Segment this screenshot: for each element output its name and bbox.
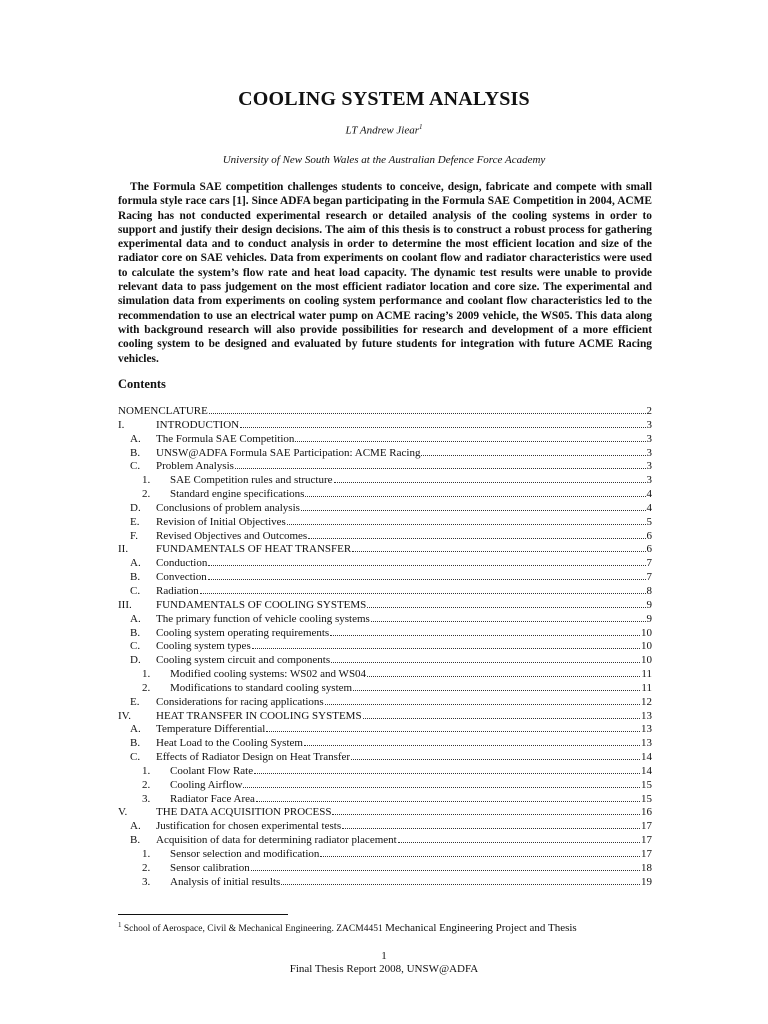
- toc-dot-leader: [243, 787, 640, 788]
- toc-entry-page: 5: [646, 515, 652, 528]
- toc-dot-leader: [330, 635, 640, 636]
- toc-dot-leader: [251, 870, 640, 871]
- toc-entry-number: A.: [130, 612, 141, 625]
- toc-entry[interactable]: [118, 820, 652, 834]
- footnote-rule: [118, 914, 288, 915]
- toc-entry-number: B.: [130, 446, 141, 459]
- toc-entry-number: C.: [130, 640, 141, 653]
- author-footnote-mark: 1: [419, 123, 423, 131]
- toc-entry-page: 13: [641, 737, 652, 750]
- toc-entry[interactable]: [118, 571, 652, 585]
- toc-entry[interactable]: [118, 419, 652, 433]
- toc-entry-page: 13: [641, 723, 652, 736]
- toc-entry[interactable]: [118, 834, 652, 848]
- contents-heading: Contents: [118, 377, 166, 391]
- toc-entry-page: 14: [641, 764, 652, 777]
- toc-entry-number: E.: [130, 515, 140, 528]
- toc-entry-page: 8: [646, 584, 652, 597]
- toc-entry-label: Analysis of initial results: [170, 875, 281, 888]
- toc-entry-page: 7: [646, 571, 652, 584]
- toc-dot-leader: [209, 413, 646, 414]
- toc-entry[interactable]: [118, 447, 652, 461]
- toc-entry[interactable]: [118, 876, 652, 890]
- toc-entry-number: A.: [130, 723, 141, 736]
- toc-dot-leader: [351, 759, 640, 760]
- toc-dot-leader: [254, 773, 640, 774]
- toc-dot-leader: [235, 468, 646, 469]
- toc-entry-label: Coolant Flow Rate: [170, 764, 254, 777]
- toc-entry-page: 9: [646, 598, 652, 611]
- toc-entry-label: FUNDAMENTALS OF COOLING SYSTEMS: [156, 598, 367, 611]
- toc-entry-page: 6: [646, 543, 652, 556]
- toc-entry[interactable]: [118, 779, 652, 793]
- toc-entry-label: Modified cooling systems: WS02 and WS04: [170, 668, 367, 681]
- toc-entry-number: D.: [130, 654, 141, 667]
- toc-entry-page: 6: [646, 529, 652, 542]
- toc-entry[interactable]: [118, 488, 652, 502]
- toc-entry[interactable]: [118, 682, 652, 696]
- toc-entry[interactable]: [118, 557, 652, 571]
- toc-entry[interactable]: [118, 599, 652, 613]
- toc-entry-page: 2: [646, 405, 652, 417]
- toc-entry-number: C.: [130, 584, 141, 597]
- toc-entry-number: 1.: [142, 474, 151, 487]
- toc-entry-label: Modifications to standard cooling system: [170, 681, 353, 694]
- toc-entry[interactable]: [118, 862, 652, 876]
- toc-dot-leader: [308, 538, 645, 539]
- affiliation: University of New South Wales at the Australian Defence Force Academy: [222, 154, 546, 166]
- toc-entry-page: 14: [641, 751, 652, 764]
- toc-dot-leader: [332, 814, 640, 815]
- toc-entry-label: Cooling system types: [156, 640, 251, 653]
- toc-entry-page: 15: [641, 778, 652, 791]
- toc-entry-number: C.: [130, 751, 141, 764]
- toc-entry-number: 2.: [142, 861, 151, 874]
- footnote-text: School of Aerospace, Civil & Mechanical Engineering. ZACM4451: [123, 924, 383, 935]
- toc-dot-leader: [353, 690, 640, 691]
- table-of-contents: [118, 405, 652, 890]
- toc-dot-leader: [371, 621, 646, 622]
- toc-entry-page: 13: [641, 709, 652, 722]
- toc-entry-label: Conclusions of problem analysis: [156, 501, 300, 514]
- toc-entry-page: 9: [646, 612, 652, 625]
- toc-entry-page: 7: [646, 557, 652, 570]
- toc-entry-page: 17: [641, 834, 652, 847]
- toc-entry-number: 2.: [142, 488, 151, 501]
- toc-entry[interactable]: [118, 723, 652, 737]
- toc-entry[interactable]: [118, 613, 652, 627]
- page-number: 1: [381, 950, 387, 962]
- toc-entry[interactable]: [118, 502, 652, 516]
- toc-entry[interactable]: [118, 848, 652, 862]
- toc-entry-label: Conduction: [156, 557, 208, 570]
- footnote: [118, 921, 577, 934]
- toc-dot-leader: [240, 427, 645, 428]
- toc-entry-label: Sensor selection and modification: [170, 848, 320, 860]
- toc-dot-leader: [334, 482, 646, 483]
- toc-entry-label: Radiator Face Area: [170, 792, 255, 805]
- toc-entry-number: D.: [130, 501, 141, 514]
- toc-entry[interactable]: [118, 433, 652, 447]
- toc-entry-page: 11: [641, 668, 652, 681]
- toc-dot-leader: [295, 441, 645, 442]
- toc-entry-page: 15: [641, 792, 652, 805]
- toc-dot-leader: [331, 662, 640, 663]
- toc-entry-page: 16: [641, 806, 652, 819]
- toc-entry-label: The primary function of vehicle cooling systems: [156, 612, 370, 625]
- toc-entry-label: Effects of Radiator Design on Heat Transfer: [156, 751, 351, 764]
- toc-entry[interactable]: [118, 696, 652, 710]
- page-footer: Final Thesis Report 2008, UNSW@ADFA: [289, 963, 479, 975]
- toc-entry-page: 4: [646, 501, 652, 514]
- toc-dot-leader: [252, 648, 640, 649]
- toc-entry-label: Temperature Differential: [156, 723, 266, 736]
- toc-dot-leader: [367, 607, 645, 608]
- toc-entry-label: Considerations for racing applications: [156, 695, 324, 708]
- toc-dot-leader: [367, 676, 640, 677]
- toc-entry-number: II.: [118, 543, 129, 556]
- toc-entry[interactable]: [118, 710, 652, 724]
- toc-entry-page: 3: [646, 432, 652, 445]
- toc-entry-number: B.: [130, 834, 141, 847]
- toc-entry[interactable]: [118, 806, 652, 820]
- toc-entry-label: Heat Load to the Cooling System: [156, 737, 303, 750]
- toc-entry[interactable]: [118, 668, 652, 682]
- toc-dot-leader: [266, 731, 640, 732]
- toc-entry-label: HEAT TRANSFER IN COOLING SYSTEMS: [156, 709, 362, 722]
- toc-dot-leader: [398, 842, 640, 843]
- toc-entry-page: 10: [641, 640, 652, 653]
- toc-dot-leader: [320, 856, 640, 857]
- toc-entry-label: INTRODUCTION: [156, 418, 240, 431]
- toc-entry-page: 10: [641, 626, 652, 639]
- toc-entry-label: NOMENCLATURE: [118, 405, 208, 417]
- toc-entry-number: B.: [130, 626, 141, 639]
- toc-entry-label: The Formula SAE Competition: [156, 432, 295, 445]
- toc-entry-number: I.: [118, 418, 125, 431]
- toc-entry-number: 2.: [142, 778, 151, 791]
- toc-entry-label: UNSW@ADFA Formula SAE Participation: ACME Racing: [156, 446, 421, 459]
- toc-entry-number: A.: [130, 432, 141, 445]
- toc-entry-page: 3: [646, 446, 652, 459]
- toc-entry-number: B.: [130, 737, 141, 750]
- toc-entry[interactable]: [118, 751, 652, 765]
- toc-entry-number: III.: [118, 598, 132, 611]
- toc-dot-leader: [200, 593, 646, 594]
- toc-entry[interactable]: [118, 654, 652, 668]
- toc-entry-number: 3.: [142, 792, 151, 805]
- toc-entry[interactable]: [118, 793, 652, 807]
- toc-entry-page: 3: [646, 418, 652, 431]
- toc-entry-number: 2.: [142, 681, 151, 694]
- toc-entry-page: 19: [641, 875, 652, 888]
- toc-entry-label: Cooling Airflow: [170, 778, 243, 791]
- toc-entry-label: Revised Objectives and Outcomes: [156, 529, 308, 542]
- toc-entry[interactable]: [118, 516, 652, 530]
- toc-entry-number: 1.: [142, 848, 151, 860]
- toc-entry-label: Standard engine specifications: [170, 488, 305, 501]
- toc-dot-leader: [305, 496, 645, 497]
- footnote-text-large: Mechanical Engineering Project and Thesis: [385, 922, 577, 935]
- toc-entry-number: V.: [118, 806, 128, 819]
- toc-dot-leader: [281, 884, 640, 885]
- toc-entry[interactable]: [118, 474, 652, 488]
- footnote-mark: 1: [118, 921, 122, 929]
- toc-entry-page: 12: [641, 695, 652, 708]
- toc-entry-number: C.: [130, 460, 141, 473]
- toc-entry[interactable]: [118, 585, 652, 599]
- author: [0, 123, 768, 137]
- toc-entry-label: Cooling system operating requirements: [156, 626, 330, 639]
- toc-entry-label: Revision of Initial Objectives: [156, 515, 286, 528]
- toc-entry[interactable]: [118, 640, 652, 654]
- toc-entry[interactable]: [118, 543, 652, 557]
- toc-entry[interactable]: [118, 530, 652, 544]
- toc-dot-leader: [208, 579, 646, 580]
- toc-dot-leader: [421, 455, 645, 456]
- toc-entry-number: A.: [130, 820, 141, 833]
- toc-entry[interactable]: [118, 765, 652, 779]
- toc-entry-page: 3: [646, 474, 652, 487]
- author-name: LT Andrew Jiear: [345, 124, 420, 137]
- toc-entry[interactable]: [118, 405, 652, 419]
- toc-dot-leader: [304, 745, 640, 746]
- toc-dot-leader: [352, 551, 645, 552]
- toc-entry-page: 18: [641, 861, 652, 874]
- toc-entry-label: THE DATA ACQUISITION PROCESS: [156, 806, 332, 819]
- toc-entry-number: E.: [130, 695, 140, 708]
- toc-dot-leader: [287, 524, 646, 525]
- toc-entry-number: IV.: [118, 709, 131, 722]
- toc-entry-number: 3.: [142, 875, 151, 888]
- toc-entry[interactable]: [118, 627, 652, 641]
- toc-entry-label: Radiation: [156, 584, 199, 597]
- toc-entry[interactable]: [118, 460, 652, 474]
- toc-entry[interactable]: [118, 737, 652, 751]
- toc-dot-leader: [301, 510, 646, 511]
- toc-entry-label: Acquisition of data for determining radiator placement: [156, 834, 397, 847]
- toc-entry-number: B.: [130, 571, 141, 584]
- toc-entry-number: F.: [130, 529, 138, 542]
- toc-entry-page: 17: [641, 820, 652, 833]
- toc-dot-leader: [325, 704, 640, 705]
- toc-entry-label: SAE Competition rules and structure: [170, 474, 333, 487]
- toc-entry-number: 1.: [142, 668, 151, 681]
- toc-entry-label: Problem Analysis: [156, 460, 234, 473]
- toc-entry-page: 3: [646, 460, 652, 473]
- toc-entry-number: A.: [130, 557, 141, 570]
- abstract: The Formula SAE competition challenges students to conceive, design, fabricate and compete with small formula style race cars [1]. Since ADFA began participating in the Formula SAE Competition in 2004, ACME Racing has not conducted experimental research or detailed analysis of the cooling systems in order to support and justify their design decisions. The aim of this thesis is to construct a robust process for gathering experimental data and to conduct analysis in order to determine the most efficient location and size of the radiator core on SAE vehicles. Data from experiments on coolant flow and radiator characteristics were used to calculate the system’s flow rate and heat load capacity. The dynamic test results were unable to provide relevant data to pass judgement on the most efficient radiator location and core size. The experimental and simulation data from experiments on cooling system performance and coolant flow characteristics led to the recommendation to use an electrical water pump on ACME racing’s 2009 vehicle, the WS05. This data along with background research will also provide possibilities for research and development of a more efficient cooling system to be designed and evaluated by future students for integration with future ACME Racing vehicles.: [118, 181, 652, 365]
- toc-dot-leader: [363, 718, 640, 719]
- page-title: COOLING SYSTEM ANALYSIS: [238, 88, 530, 110]
- toc-entry-page: 11: [641, 681, 652, 694]
- toc-entry-page: 17: [641, 848, 652, 860]
- toc-entry-label: Sensor calibration: [170, 861, 250, 874]
- toc-entry-label: FUNDAMENTALS OF HEAT TRANSFER: [156, 543, 352, 556]
- toc-entry-page: 10: [641, 654, 652, 667]
- toc-entry-label: Justification for chosen experimental tests: [156, 820, 342, 833]
- toc-dot-leader: [256, 801, 640, 802]
- toc-entry-label: Cooling system circuit and components: [156, 654, 331, 667]
- toc-entry-number: 1.: [142, 764, 151, 777]
- toc-entry-page: 4: [646, 488, 652, 501]
- toc-dot-leader: [342, 828, 640, 829]
- toc-entry-label: Convection: [156, 571, 207, 584]
- toc-dot-leader: [208, 565, 645, 566]
